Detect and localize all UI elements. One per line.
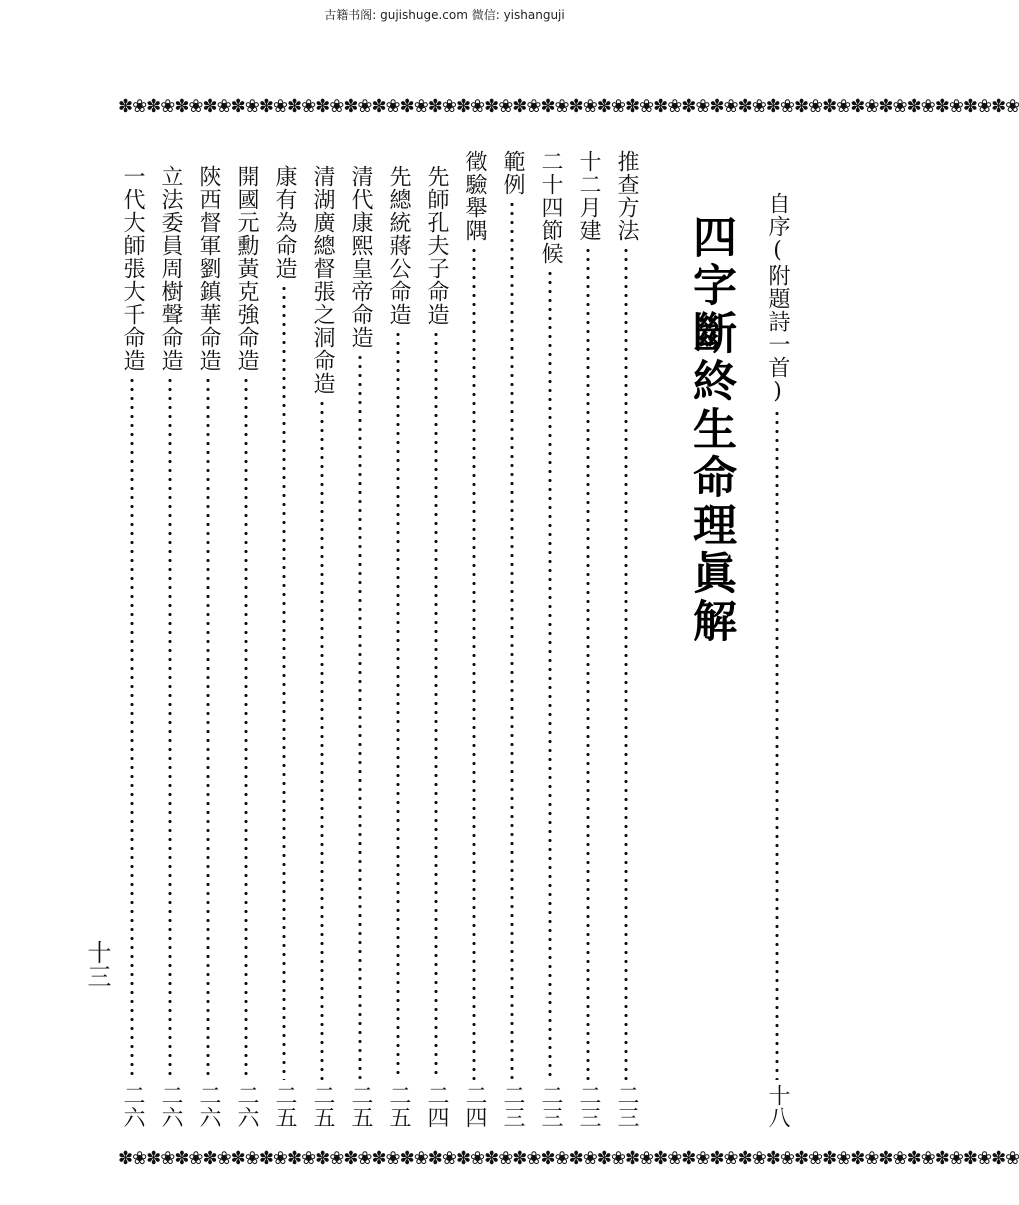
toc-entry-page: 二五 [310, 1084, 335, 1128]
toc-leader-dots [358, 353, 362, 1080]
toc-entry-title: 二十四節候 [538, 150, 563, 265]
toc-entry [346, 165, 374, 1128]
toc-entry-page: 二六 [158, 1084, 183, 1128]
toc-entry-title: 先師孔夫子命造 [424, 165, 449, 326]
toc-entry-page: 二三 [576, 1084, 601, 1128]
top-ornament-border: ✽❀✽❀✽❀✽❀✽❀✽❀✽❀✽❀✽❀✽❀✽❀✽❀✽❀✽❀✽❀✽❀✽❀✽❀✽❀✽❀✽❀✽❀✽❀✽❀✽❀✽❀✽❀✽❀✽❀✽❀✽❀✽❀ [118, 96, 1019, 117]
toc-entry-page: 二三 [614, 1084, 639, 1128]
toc-entry-page: 二五 [386, 1084, 411, 1128]
toc-entry-title: 一代大師張大千命造 [120, 165, 145, 372]
toc-entry-title: 推查方法 [614, 150, 639, 242]
toc-entry-title: 徵驗舉隅 [462, 150, 487, 242]
toc-entry-title: 十二月建 [576, 150, 601, 242]
toc-entry-page: 二六 [234, 1084, 259, 1128]
toc-entry-page: 二六 [196, 1084, 221, 1128]
toc-entry [270, 165, 298, 1128]
toc-leader-dots [586, 246, 590, 1080]
toc-leader-dots [472, 246, 476, 1080]
watermark: 古籍书阁: gujishuge.com 微信: yishanguji [324, 8, 565, 22]
toc-entry [156, 165, 184, 1128]
toc-entry [422, 165, 450, 1128]
toc-entry [612, 150, 640, 1128]
toc-entry-title: 康有為命造 [272, 165, 297, 280]
toc-leader-dots [548, 269, 552, 1080]
toc-entry-title: 自序(附題詩一首) [765, 192, 790, 405]
toc-entry [194, 165, 222, 1128]
toc-entry [232, 165, 260, 1128]
toc-entry-title: 陝西督軍劉鎮華命造 [196, 165, 221, 372]
toc-leader-dots [434, 330, 438, 1080]
toc-entry [763, 192, 791, 1128]
toc-leader-dots [320, 399, 324, 1080]
toc-entry-title: 先總統蔣公命造 [386, 165, 411, 326]
toc-entry-page: 十八 [765, 1084, 790, 1128]
toc-leader-dots [510, 200, 514, 1080]
toc-entry-page: 二四 [462, 1084, 487, 1128]
toc-leader-dots [206, 376, 210, 1080]
toc-entry-title: 立法委員周樹聲命造 [158, 165, 183, 372]
toc-entry-title: 範例 [500, 150, 525, 196]
toc-leader-dots [775, 409, 779, 1080]
toc-leader-dots [624, 246, 628, 1080]
bottom-ornament-border: ✽❀✽❀✽❀✽❀✽❀✽❀✽❀✽❀✽❀✽❀✽❀✽❀✽❀✽❀✽❀✽❀✽❀✽❀✽❀✽❀✽❀✽❀✽❀✽❀✽❀✽❀✽❀✽❀✽❀✽❀✽❀✽❀ [118, 1148, 1019, 1169]
toc-entry-title: 清湖廣總督張之洞命造 [310, 165, 335, 395]
toc-entry [574, 150, 602, 1128]
toc-entry-title: 清代康熙皇帝命造 [348, 165, 373, 349]
toc-entry-page: 二三 [500, 1084, 525, 1128]
toc-leader-dots [282, 284, 286, 1080]
toc-leader-dots [168, 376, 172, 1080]
toc-leader-dots [396, 330, 400, 1080]
toc-entry [498, 150, 526, 1128]
page-number: 十三 [83, 940, 111, 988]
toc-entry-page: 二五 [272, 1084, 297, 1128]
toc-entry-page: 二六 [120, 1084, 145, 1128]
toc-entry [536, 150, 564, 1128]
toc-entry-page: 二三 [538, 1084, 563, 1128]
toc-entry-page: 二五 [348, 1084, 373, 1128]
toc-entry-page: 二四 [424, 1084, 449, 1128]
toc-entry [460, 150, 488, 1128]
toc-entry [384, 165, 412, 1128]
toc-entry [308, 165, 336, 1128]
toc-leader-dots [244, 376, 248, 1080]
toc-entry [118, 165, 146, 1128]
toc-leader-dots [130, 376, 134, 1080]
toc-entry-title: 開國元勳黃克強命造 [234, 165, 259, 372]
book-title: 四字斷終生命理眞解 [685, 214, 736, 646]
